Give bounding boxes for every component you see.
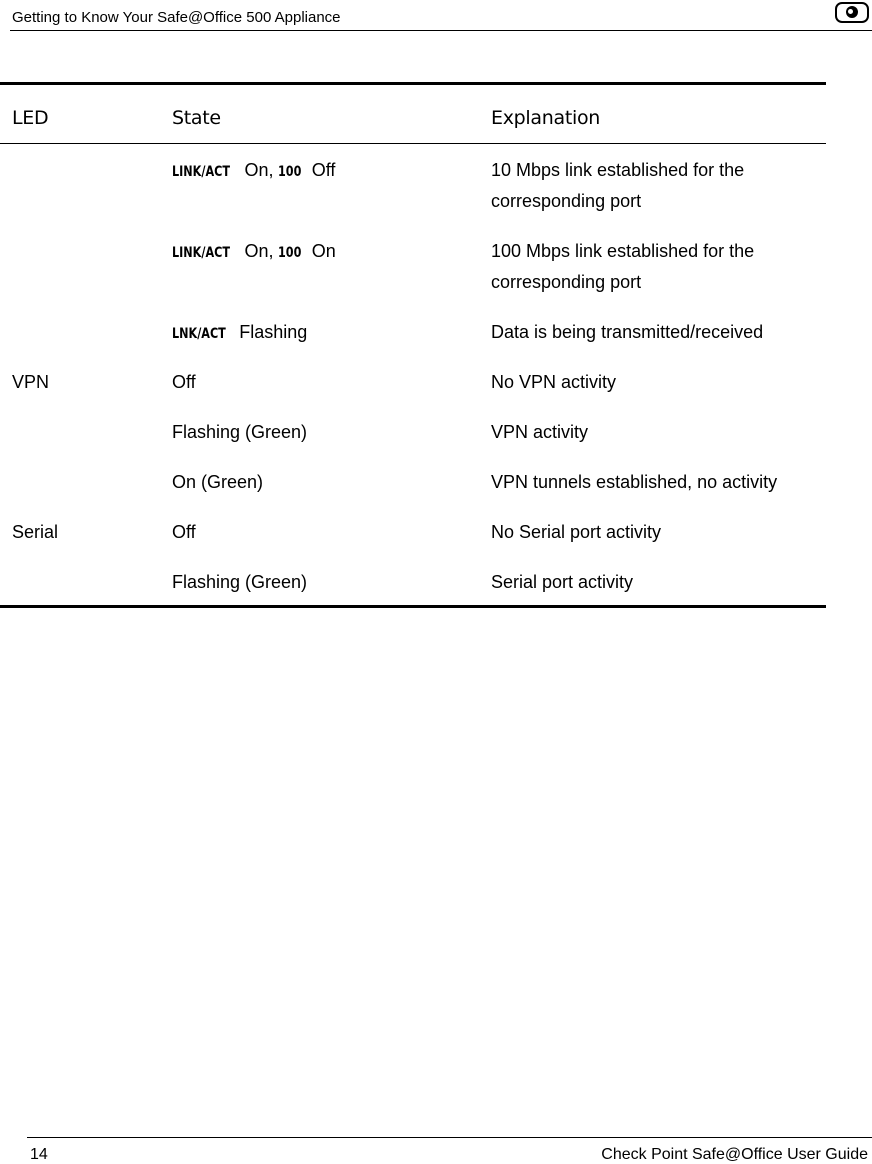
explanation-cell: No Serial port activity <box>491 522 662 542</box>
page-number: 14 <box>30 1146 48 1163</box>
state-text: Flashing <box>234 322 308 342</box>
state-text: On, <box>239 160 279 180</box>
column-header-led: LED <box>12 107 49 129</box>
state-cell <box>172 317 307 350</box>
state-cell <box>172 155 335 188</box>
state-cell: Off <box>172 372 196 392</box>
explanation-cell-continued: corresponding port <box>491 191 642 211</box>
state-cell: On (Green) <box>172 472 264 492</box>
header-divider <box>10 30 872 31</box>
state-keyword: 100 <box>278 245 302 261</box>
table-top-rule <box>0 82 826 85</box>
state-text: On, <box>239 241 279 261</box>
explanation-cell: VPN activity <box>491 422 589 442</box>
column-header-explanation: Explanation <box>491 107 601 129</box>
explanation-cell-continued: corresponding port <box>491 272 642 292</box>
led-cell: Serial <box>12 522 59 542</box>
footer-divider <box>27 1137 872 1138</box>
led-cell: VPN <box>12 372 50 392</box>
explanation-cell: Serial port activity <box>491 572 634 592</box>
explanation-cell: Data is being transmitted/received <box>491 322 764 342</box>
footer-guide-title: Check Point Safe@Office User Guide <box>601 1146 868 1163</box>
running-header-title: Getting to Know Your Safe@Office 500 Appliance <box>12 9 341 26</box>
state-cell <box>172 236 336 269</box>
explanation-cell: VPN tunnels established, no activity <box>491 472 778 492</box>
state-cell: Flashing (Green) <box>172 572 308 592</box>
explanation-cell: 100 Mbps link established for the <box>491 241 755 261</box>
state-cell: Off <box>172 522 196 542</box>
state-text: On <box>306 241 336 261</box>
state-keyword: 100 <box>278 164 302 180</box>
column-header-state: State <box>172 107 221 129</box>
state-text: Off <box>306 160 336 180</box>
state-keyword: LNK/ACT <box>172 326 226 342</box>
table-header-rule <box>0 143 826 144</box>
explanation-cell: No VPN activity <box>491 372 617 392</box>
table-bottom-rule <box>0 605 826 608</box>
state-keyword: LINK/ACT <box>172 164 230 180</box>
state-keyword: LINK/ACT <box>172 245 230 261</box>
state-cell: Flashing (Green) <box>172 422 308 442</box>
explanation-cell: 10 Mbps link established for the <box>491 160 745 180</box>
check-point-logo-icon <box>835 2 869 23</box>
